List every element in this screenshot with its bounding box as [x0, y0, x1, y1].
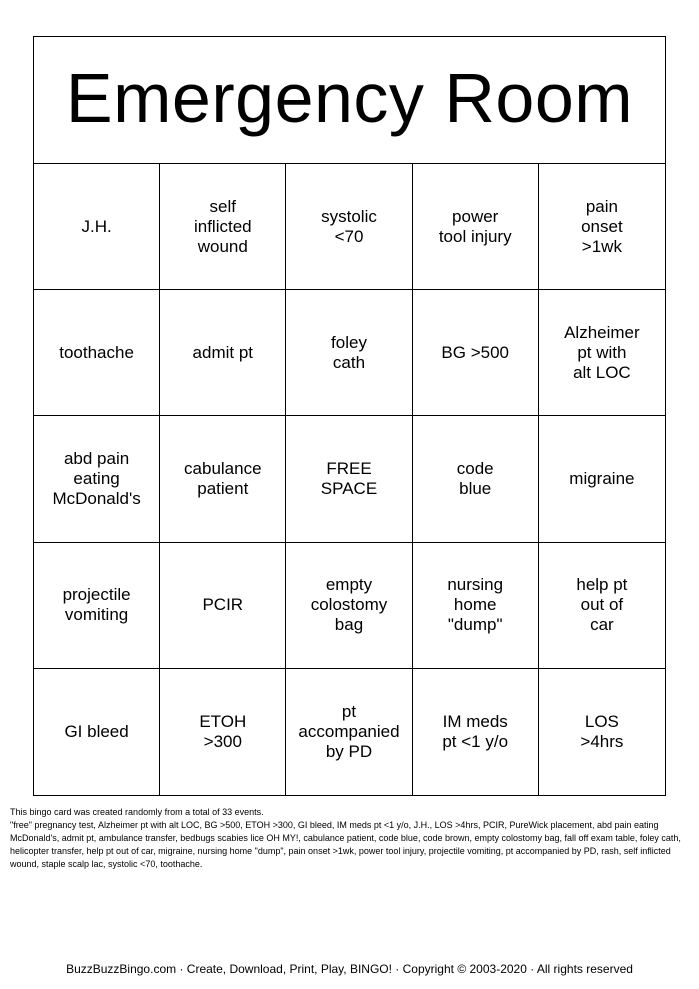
bingo-cell — [34, 669, 160, 795]
cell-label: nursing home "dump" — [447, 575, 504, 635]
bingo-cell — [539, 164, 665, 290]
cell-label: power tool injury — [438, 206, 512, 246]
cell-label: help pt out of car — [576, 575, 628, 635]
bingo-cell — [286, 290, 412, 416]
footnote-intro: This bingo card was created randomly from a total of 33 events. — [10, 807, 264, 817]
bingo-cell — [413, 669, 539, 795]
card-title: Emergency Room — [65, 59, 634, 137]
bingo-cell — [539, 543, 665, 669]
cell-label: foley cath — [331, 332, 367, 372]
bingo-cell — [160, 543, 286, 669]
cell-label: code blue — [456, 458, 494, 498]
bingo-cell — [539, 290, 665, 416]
cell-label: BG >500 — [441, 342, 509, 362]
cell-label: migraine — [569, 468, 635, 488]
bingo-cell — [160, 164, 286, 290]
cell-label: Alzheimer pt with alt LOC — [564, 322, 640, 382]
event-footnote — [10, 806, 693, 871]
bingo-cell — [413, 290, 539, 416]
cell-label: GI bleed — [64, 721, 129, 741]
bingo-cell — [34, 164, 160, 290]
cell-label: empty colostomy bag — [310, 575, 388, 635]
cell-label: toothache — [59, 342, 134, 362]
free-space-cell — [286, 416, 412, 542]
bingo-card — [33, 36, 666, 796]
cell-label: LOS >4hrs — [580, 711, 624, 751]
cell-label: J.H. — [81, 216, 112, 236]
bingo-cell — [160, 416, 286, 542]
cell-label: abd pain eating McDonald's — [52, 448, 141, 508]
footer-copyright: BuzzBuzzBingo.com · Create, Download, Print, Play, BINGO! · Copyright © 2003-2020 · All rights reserved — [66, 962, 633, 976]
bingo-cell — [286, 669, 412, 795]
bingo-cell — [413, 416, 539, 542]
cell-label: admit pt — [192, 342, 254, 362]
bingo-cell — [539, 416, 665, 542]
bingo-cell — [160, 290, 286, 416]
cell-label: PCIR — [202, 595, 244, 615]
bingo-cell — [413, 543, 539, 669]
bingo-cell — [286, 164, 412, 290]
cell-label: cabulance patient — [184, 458, 262, 498]
cell-label: projectile vomiting — [62, 585, 131, 625]
cell-label: self inflicted wound — [193, 196, 252, 256]
cell-label: systolic <70 — [321, 206, 377, 246]
footnote-event-list: "free" pregnancy test, Alzheimer pt with alt LOC, BG >500, ETOH >300, GI bleed, IM meds pt <1 y/o, J.H., LOS >4hrs, PCIR, PureWick placement, abd pain eating McDonald's, admit pt, ambulance transfer, bedbugs scabies lice OH MY!, cabulance patient, code blue, code brown, empty colostomy bag, fall off exam table, foley cath, helicopter transfer, help pt out of car, migraine, nursing home "dump", pain onset >1wk, power tool injury, projectile vomiting, pt accompanied by PD, rash, self inflicted wound, staple scalp lac, systolic <70, toothache. — [10, 820, 681, 869]
bingo-cell — [286, 543, 412, 669]
bingo-grid — [34, 164, 665, 795]
cell-label: ETOH >300 — [199, 711, 247, 751]
bingo-cell — [34, 543, 160, 669]
bingo-cell — [539, 669, 665, 795]
bingo-cell — [160, 669, 286, 795]
bingo-cell — [34, 290, 160, 416]
bingo-cell — [413, 164, 539, 290]
cell-label: pain onset >1wk — [581, 196, 623, 256]
bingo-cell — [34, 416, 160, 542]
cell-label: pt accompanied by PD — [298, 701, 400, 761]
cell-label: IM meds pt <1 y/o — [442, 711, 509, 751]
title-box — [34, 37, 665, 164]
cell-label: FREE SPACE — [320, 458, 378, 498]
